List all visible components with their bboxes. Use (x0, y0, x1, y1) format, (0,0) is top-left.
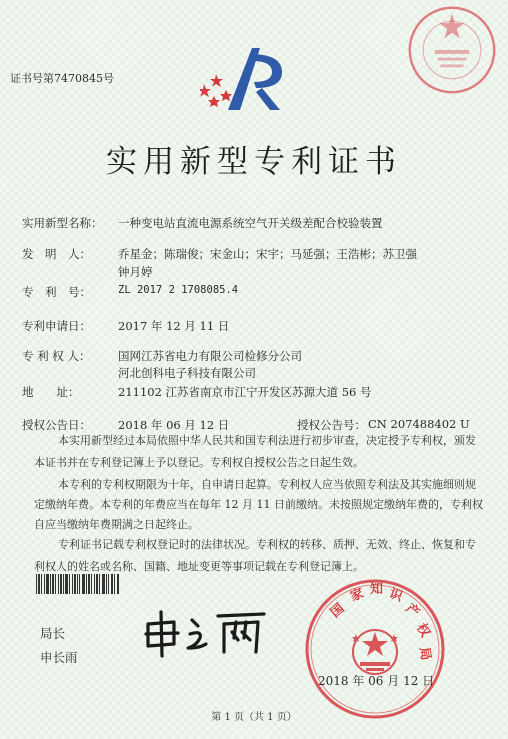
patentee-value-line1: 国网江苏省电力有限公司检修分公司 (118, 349, 302, 363)
seal-text-char-3: 知 (370, 582, 384, 597)
patent-number-value: ZL 2017 2 1708085.4 (118, 284, 239, 296)
director-name: 申长雨 (40, 650, 78, 665)
announcement-number-label: 授权公告号： (297, 418, 366, 432)
page-number: 第 1 页（共 1 页） (211, 712, 297, 723)
utility-model-name-label: 实用新型名称： (22, 216, 103, 230)
seal-text-char-4: 识 (387, 586, 405, 605)
announcement-date-label: 授权公告日： (22, 418, 91, 432)
patentee-value-line2: 河北创科电子科技有限公司 (118, 366, 256, 380)
paragraph-3-line-1: 专利证书记载专利权登记时的法律状况。专利权的转移、质押、无效、终止、恢复和专 (58, 538, 476, 551)
director-signature (140, 608, 270, 660)
paragraph-1-line-2: 本证书并在专利登记簿上予以登记。专利权自授权公告之日起生效。 (34, 456, 364, 469)
seal-text-char-6: 权 (413, 621, 433, 640)
barcode (36, 574, 120, 594)
director-title: 局长 (40, 626, 66, 641)
certificate-number: 证书号第7470845号 (10, 72, 114, 85)
inventor-value-line2: 钟月婷 (118, 265, 153, 279)
paragraph-1-line-1: 本实用新型经过本局依照中华人民共和国专利法进行初步审查，决定授予专利权，颁发 (58, 434, 476, 447)
seal-text-char-1: 国 (327, 601, 348, 621)
patent-number-label: 专 利 号： (22, 285, 91, 299)
seal-date: 2018 年 06 月 12 日 (318, 674, 435, 688)
inventor-label: 发 明 人： (22, 247, 91, 261)
filing-date-label: 专利申请日： (22, 319, 91, 333)
seal-text-char-5: 产 (402, 601, 423, 621)
top-seal-stamp (404, 2, 500, 98)
paragraph-2-line-1: 本专利的专利权期限为十年，自申请日起算。专利权人应当依照专利法及其实施细则规 (58, 478, 476, 491)
patent-office-emblem-icon (200, 44, 300, 114)
paragraph-2-line-3: 自应当缴纳年费期满之日起终止。 (34, 518, 199, 531)
patentee-label: 专 利 权 人： (22, 349, 91, 363)
address-value: 211102 江苏省南京市江宁开发区苏源大道 56 号 (118, 385, 372, 399)
inventor-value-line1: 乔星金；陈瑞俊；宋金山；宋宇；马延强；王浩彬；苏卫强 (118, 247, 417, 261)
seal-text-char-7: 局 (416, 646, 434, 662)
announcement-date-value: 2018 年 06 月 12 日 (118, 418, 230, 432)
certificate-title: 实用新型专利证书 (106, 144, 402, 180)
filing-date-value: 2017 年 12 月 11 日 (118, 319, 230, 333)
paragraph-3-line-2: 利权人的姓名或名称、国籍、地址变更等事项记载在专利登记簿上。 (34, 560, 364, 573)
announcement-number-value: CN 207488402 U (368, 417, 470, 431)
utility-model-name-value: 一种变电站直流电源系统空气开关级差配合校验装置 (118, 216, 383, 230)
address-label: 地 址： (22, 385, 80, 399)
seal-text-char-2: 家 (348, 586, 366, 605)
paragraph-2-line-2: 定缴纳年费。本专利的年费应当在每年 12 月 11 日前缴纳。未按照规定缴纳年费的，专利权 (34, 498, 483, 511)
